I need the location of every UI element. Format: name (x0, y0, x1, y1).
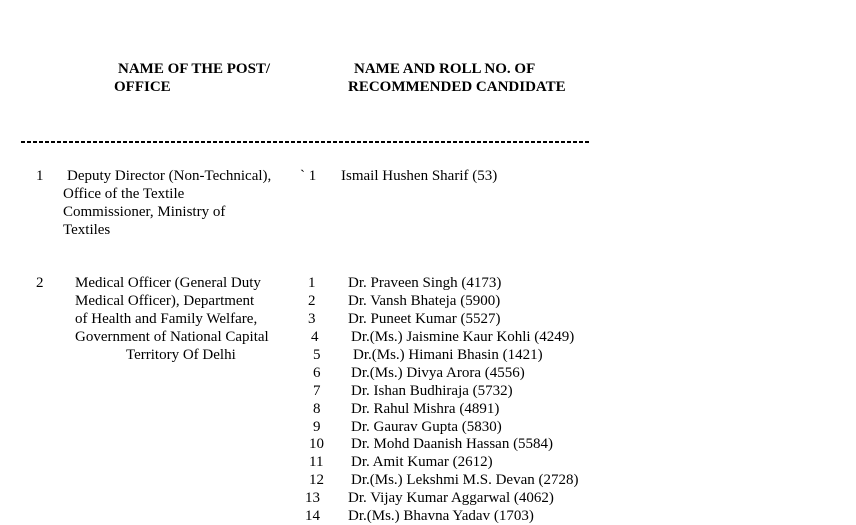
candidate-name: Dr. Vijay Kumar Aggarwal (4062) (348, 490, 554, 506)
entry-serial-number: 2 (36, 275, 44, 291)
post-name-line: Office of the Textile (63, 186, 185, 202)
post-name-line: Medical Officer (General Duty (75, 275, 261, 291)
post-name-line: Territory Of Delhi (126, 347, 236, 363)
post-name-line: Textiles (63, 222, 111, 238)
candidate-number: 3 (308, 311, 316, 327)
post-name-line: of Health and Family Welfare, (75, 311, 258, 327)
entry-serial-number: 1 (36, 168, 44, 184)
candidate-name: Dr.(Ms.) Jaismine Kaur Kohli (4249) (351, 329, 575, 345)
candidate-name: Dr. Puneet Kumar (5527) (348, 311, 501, 327)
post-name-line: Deputy Director (Non-Technical), (67, 168, 272, 184)
candidate-name: Dr. Amit Kumar (2612) (351, 454, 493, 470)
candidate-number: 1 (308, 275, 316, 291)
candidate-column-header-line2: RECOMMENDED CANDIDATE (348, 79, 566, 95)
candidate-column-header-line1: NAME AND ROLL NO. OF (354, 61, 536, 77)
candidate-number: 14 (305, 508, 320, 524)
candidate-number: 7 (313, 383, 321, 399)
candidate-number: 11 (309, 454, 324, 470)
candidate-number: 6 (313, 365, 321, 381)
candidate-name: Dr.(Ms.) Divya Arora (4556) (351, 365, 525, 381)
candidate-name: Dr. Mohd Daanish Hassan (5584) (351, 436, 554, 452)
candidate-number: ` 1 (300, 168, 317, 184)
candidate-number: 2 (308, 293, 316, 309)
candidate-number: 8 (313, 401, 321, 417)
candidate-name: Dr.(Ms.) Lekshmi M.S. Devan (2728) (351, 472, 579, 488)
candidate-name: Dr.(Ms.) Himani Bhasin (1421) (353, 347, 543, 363)
post-column-header-line2: OFFICE (114, 79, 171, 95)
post-name-line: Commissioner, Ministry of (63, 204, 226, 220)
candidate-name: Dr. Ishan Budhiraja (5732) (351, 383, 513, 399)
candidate-name: Dr. Vansh Bhateja (5900) (348, 293, 501, 309)
candidate-number: 4 (311, 329, 319, 345)
candidate-number: 9 (313, 419, 321, 435)
candidate-number: 5 (313, 347, 321, 363)
dashed-divider (21, 141, 590, 143)
post-name-line: Government of National Capital (75, 329, 269, 345)
post-column-header-line1: NAME OF THE POST/ (118, 61, 271, 77)
candidate-number: 13 (305, 490, 320, 506)
post-name-line: Medical Officer), Department (75, 293, 255, 309)
candidate-number: 12 (309, 472, 324, 488)
candidate-name: Dr.(Ms.) Bhavna Yadav (1703) (348, 508, 534, 524)
candidate-name: Dr. Praveen Singh (4173) (348, 275, 502, 291)
candidate-number: 10 (309, 436, 324, 452)
candidate-name: Dr. Gaurav Gupta (5830) (351, 419, 502, 435)
candidate-name: Ismail Hushen Sharif (53) (341, 168, 498, 184)
candidate-name: Dr. Rahul Mishra (4891) (351, 401, 500, 417)
